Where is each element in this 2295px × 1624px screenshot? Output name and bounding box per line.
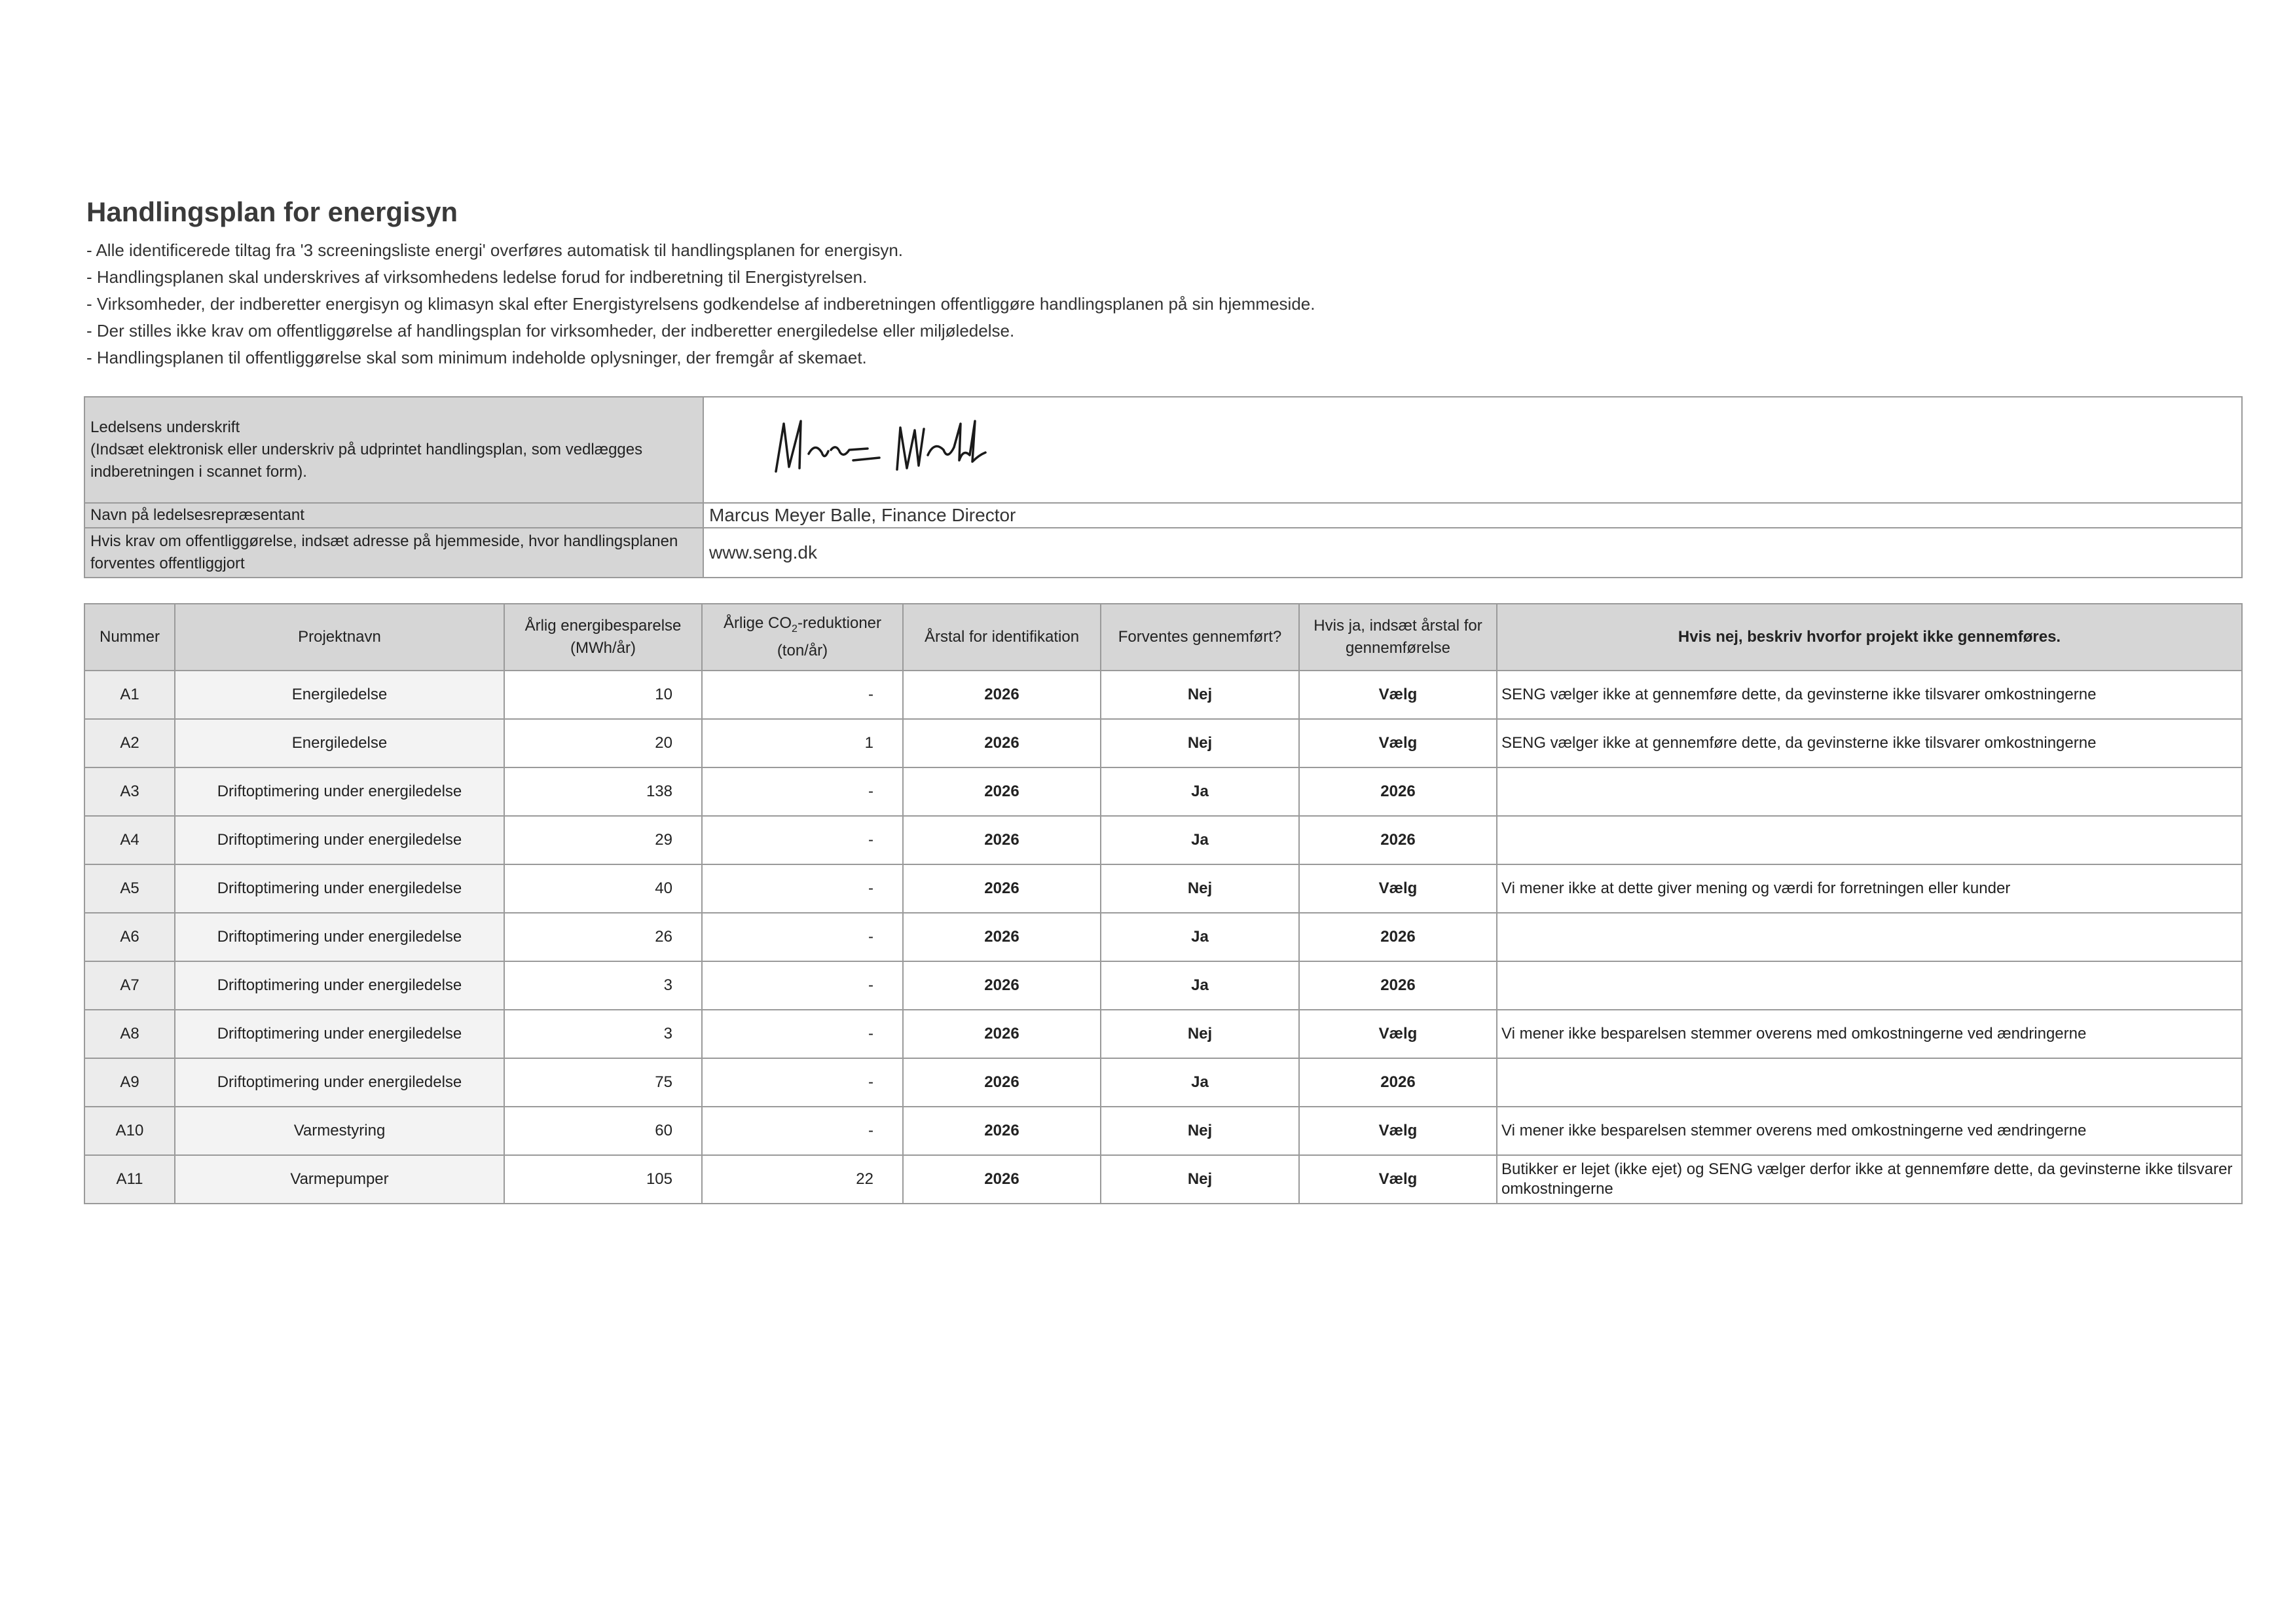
- cell-energibesparelse[interactable]: 40: [504, 864, 702, 913]
- table-body: [84, 671, 2242, 1204]
- cell-hvis-ja-select[interactable]: Vælg: [1299, 671, 1497, 719]
- cell-co2-reduktion[interactable]: -: [702, 961, 903, 1010]
- cell-co2-reduktion[interactable]: -: [702, 816, 903, 864]
- cell-forventes[interactable]: Ja: [1101, 816, 1299, 864]
- cell-aarstal[interactable]: 2026: [903, 961, 1101, 1010]
- cell-aarstal[interactable]: 2026: [903, 864, 1101, 913]
- col-header-hvis-nej: Hvis nej, beskriv hvorfor projekt ikke gennemføres.: [1497, 604, 2242, 671]
- cell-begrundelse[interactable]: [1497, 913, 2242, 961]
- cell-co2-reduktion[interactable]: 1: [702, 719, 903, 767]
- col-header-co2: [702, 604, 903, 671]
- table-row: [84, 961, 2242, 1010]
- table-row: [84, 719, 2242, 767]
- cell-hvis-ja-select[interactable]: Vælg: [1299, 1010, 1497, 1058]
- cell-projektnavn: Varmepumper: [175, 1155, 504, 1204]
- cell-hvis-ja-select[interactable]: Vælg: [1299, 1155, 1497, 1204]
- col-header-aarstal: Årstal for identifikation: [903, 604, 1101, 671]
- cell-aarstal[interactable]: 2026: [903, 1107, 1101, 1155]
- cell-projektnavn: Driftoptimering under energiledelse: [175, 864, 504, 913]
- website-row: [84, 528, 2242, 578]
- cell-energibesparelse[interactable]: 20: [504, 719, 702, 767]
- cell-begrundelse[interactable]: SENG vælger ikke at gennemføre dette, da gevinsterne ikke tilsvarer omkostningerne: [1497, 671, 2242, 719]
- col-header-hvis-ja: Hvis ja, indsæt årstal for gennemførelse: [1299, 604, 1497, 671]
- cell-begrundelse[interactable]: Butikker er lejet (ikke ejet) og SENG vælger derfor ikke at gennemføre dette, da gevinsterne ikke tilsvarer omkostningerne: [1497, 1155, 2242, 1204]
- cell-nummer: A4: [84, 816, 175, 864]
- cell-energibesparelse[interactable]: 138: [504, 767, 702, 816]
- cell-nummer: A10: [84, 1107, 175, 1155]
- cell-energibesparelse[interactable]: 10: [504, 671, 702, 719]
- cell-aarstal[interactable]: 2026: [903, 671, 1101, 719]
- document-page: [84, 196, 2241, 1204]
- instruction-item: - Handlingsplanen skal underskrives af virksomhedens ledelse forud for indberetning til Energistyrelsen.: [86, 267, 868, 287]
- table-row: [84, 1107, 2242, 1155]
- cell-energibesparelse[interactable]: 26: [504, 913, 702, 961]
- cell-energibesparelse[interactable]: 29: [504, 816, 702, 864]
- table-row: [84, 1058, 2242, 1107]
- cell-forventes[interactable]: Ja: [1101, 913, 1299, 961]
- signer-label: Navn på ledelsesrepræsentant: [84, 503, 703, 528]
- signature-label-cell: [84, 397, 703, 503]
- cell-co2-reduktion[interactable]: 22: [702, 1155, 903, 1204]
- col-header-forventes: Forventes gennemført?: [1101, 604, 1299, 671]
- cell-nummer: A7: [84, 961, 175, 1010]
- cell-co2-reduktion[interactable]: -: [702, 1010, 903, 1058]
- table-row: [84, 1010, 2242, 1058]
- cell-nummer: A2: [84, 719, 175, 767]
- instruction-item: - Alle identificerede tiltag fra '3 screeningsliste energi' overføres automatisk til handlingsplanen for energisyn.: [86, 240, 904, 260]
- instruction-item: - Virksomheder, der indberetter energisyn og klimasyn skal efter Energistyrelsens godkendelse af indberetningen offentliggøre handlingsplanen på sin hjemmeside.: [86, 294, 1315, 314]
- cell-co2-reduktion[interactable]: -: [702, 671, 903, 719]
- cell-forventes[interactable]: Nej: [1101, 1107, 1299, 1155]
- cell-begrundelse[interactable]: Vi mener ikke besparelsen stemmer overens med omkostningerne ved ændringerne: [1497, 1010, 2242, 1058]
- cell-projektnavn: Driftoptimering under energiledelse: [175, 1058, 504, 1107]
- cell-hvis-ja-select[interactable]: 2026: [1299, 767, 1497, 816]
- website-field[interactable]: www.seng.dk: [703, 528, 2242, 578]
- signature-row: [84, 397, 2242, 503]
- cell-co2-reduktion[interactable]: -: [702, 864, 903, 913]
- cell-nummer: A1: [84, 671, 175, 719]
- header-line: (MWh/år): [570, 639, 636, 657]
- cell-nummer: A9: [84, 1058, 175, 1107]
- cell-begrundelse[interactable]: [1497, 1058, 2242, 1107]
- cell-aarstal[interactable]: 2026: [903, 767, 1101, 816]
- handwritten-signature: [763, 409, 1129, 488]
- instruction-list: [86, 237, 2241, 371]
- cell-projektnavn: Driftoptimering under energiledelse: [175, 961, 504, 1010]
- cell-begrundelse[interactable]: [1497, 767, 2242, 816]
- cell-begrundelse[interactable]: SENG vælger ikke at gennemføre dette, da gevinsterne ikke tilsvarer omkostningerne: [1497, 719, 2242, 767]
- cell-projektnavn: Energiledelse: [175, 671, 504, 719]
- signature-label: Ledelsens underskrift: [90, 418, 240, 436]
- table-row: [84, 816, 2242, 864]
- cell-hvis-ja-select[interactable]: 2026: [1299, 961, 1497, 1010]
- cell-energibesparelse[interactable]: 75: [504, 1058, 702, 1107]
- cell-begrundelse[interactable]: [1497, 816, 2242, 864]
- cell-projektnavn: Driftoptimering under energiledelse: [175, 913, 504, 961]
- cell-energibesparelse[interactable]: 3: [504, 1010, 702, 1058]
- cell-forventes[interactable]: Ja: [1101, 767, 1299, 816]
- cell-forventes[interactable]: Nej: [1101, 864, 1299, 913]
- cell-forventes[interactable]: Nej: [1101, 1010, 1299, 1058]
- cell-begrundelse[interactable]: Vi mener ikke at dette giver mening og værdi for forretningen eller kunder: [1497, 864, 2242, 913]
- cell-aarstal[interactable]: 2026: [903, 816, 1101, 864]
- cell-aarstal[interactable]: 2026: [903, 1010, 1101, 1058]
- cell-energibesparelse[interactable]: 105: [504, 1155, 702, 1204]
- cell-forventes[interactable]: Nej: [1101, 719, 1299, 767]
- header-line: Årlige $CO_2$-reduktioner: [724, 614, 881, 635]
- table-row: [84, 767, 2242, 816]
- table-row: [84, 671, 2242, 719]
- instruction-item: - Der stilles ikke krav om offentliggørelse af handlingsplan for virksomheder, der indberetter energiledelse eller miljøledelse.: [86, 321, 1015, 341]
- website-label: Hvis krav om offentliggørelse, indsæt adresse på hjemmeside, hvor handlingsplanen forventes offentliggjort: [84, 528, 703, 578]
- cell-aarstal[interactable]: 2026: [903, 1058, 1101, 1107]
- cell-nummer: A6: [84, 913, 175, 961]
- document-title: Handlingsplan for energisyn: [86, 196, 458, 227]
- cell-forventes[interactable]: Ja: [1101, 1058, 1299, 1107]
- cell-hvis-ja-select[interactable]: 2026: [1299, 1058, 1497, 1107]
- cell-co2-reduktion[interactable]: -: [702, 1058, 903, 1107]
- cell-energibesparelse[interactable]: 60: [504, 1107, 702, 1155]
- cell-nummer: A3: [84, 767, 175, 816]
- cell-co2-reduktion[interactable]: -: [702, 767, 903, 816]
- signer-row: [84, 503, 2242, 528]
- table-row: [84, 913, 2242, 961]
- cell-nummer: A11: [84, 1155, 175, 1204]
- cell-aarstal[interactable]: 2026: [903, 1155, 1101, 1204]
- cell-nummer: A8: [84, 1010, 175, 1058]
- cell-forventes[interactable]: Nej: [1101, 1155, 1299, 1204]
- cell-projektnavn: Driftoptimering under energiledelse: [175, 1010, 504, 1058]
- table-header-row: [84, 604, 2242, 671]
- signature-instructions: (Indsæt elektronisk eller underskriv på udprintet handlingsplan, som vedlægges indberetningen i scannet form).: [90, 441, 643, 481]
- header-line: Årlig energibesparelse: [524, 617, 682, 635]
- cell-begrundelse[interactable]: [1497, 961, 2242, 1010]
- cell-nummer: A5: [84, 864, 175, 913]
- cell-projektnavn: Varmestyring: [175, 1107, 504, 1155]
- action-plan-table: [84, 603, 2243, 1204]
- col-header-energibesparelse: [504, 604, 702, 671]
- cell-aarstal[interactable]: 2026: [903, 913, 1101, 961]
- cell-projektnavn: Driftoptimering under energiledelse: [175, 816, 504, 864]
- col-header-projektnavn: Projektnavn: [175, 604, 504, 671]
- table-row: [84, 1155, 2242, 1204]
- cell-co2-reduktion[interactable]: -: [702, 1107, 903, 1155]
- col-header-nummer: Nummer: [84, 604, 175, 671]
- header-line: (ton/år): [777, 642, 828, 660]
- cell-forventes[interactable]: Nej: [1101, 671, 1299, 719]
- signature-table: [84, 396, 2243, 578]
- cell-co2-reduktion[interactable]: -: [702, 913, 903, 961]
- cell-aarstal[interactable]: 2026: [903, 719, 1101, 767]
- instruction-item: - Handlingsplanen til offentliggørelse skal som minimum indeholde oplysninger, der fremgår af skemaet.: [86, 348, 867, 367]
- cell-begrundelse[interactable]: Vi mener ikke besparelsen stemmer overens med omkostningerne ved ændringerne: [1497, 1107, 2242, 1155]
- cell-forventes[interactable]: Ja: [1101, 961, 1299, 1010]
- cell-hvis-ja-select[interactable]: Vælg: [1299, 864, 1497, 913]
- signer-name-field[interactable]: Marcus Meyer Balle, Finance Director: [703, 503, 2242, 528]
- cell-energibesparelse[interactable]: 3: [504, 961, 702, 1010]
- cell-projektnavn: Energiledelse: [175, 719, 504, 767]
- table-row: [84, 864, 2242, 913]
- cell-hvis-ja-select[interactable]: Vælg: [1299, 1107, 1497, 1155]
- cell-projektnavn: Driftoptimering under energiledelse: [175, 767, 504, 816]
- cell-hvis-ja-select[interactable]: Vælg: [1299, 719, 1497, 767]
- cell-hvis-ja-select[interactable]: 2026: [1299, 816, 1497, 864]
- signature-field[interactable]: [703, 397, 2242, 503]
- cell-hvis-ja-select[interactable]: 2026: [1299, 913, 1497, 961]
